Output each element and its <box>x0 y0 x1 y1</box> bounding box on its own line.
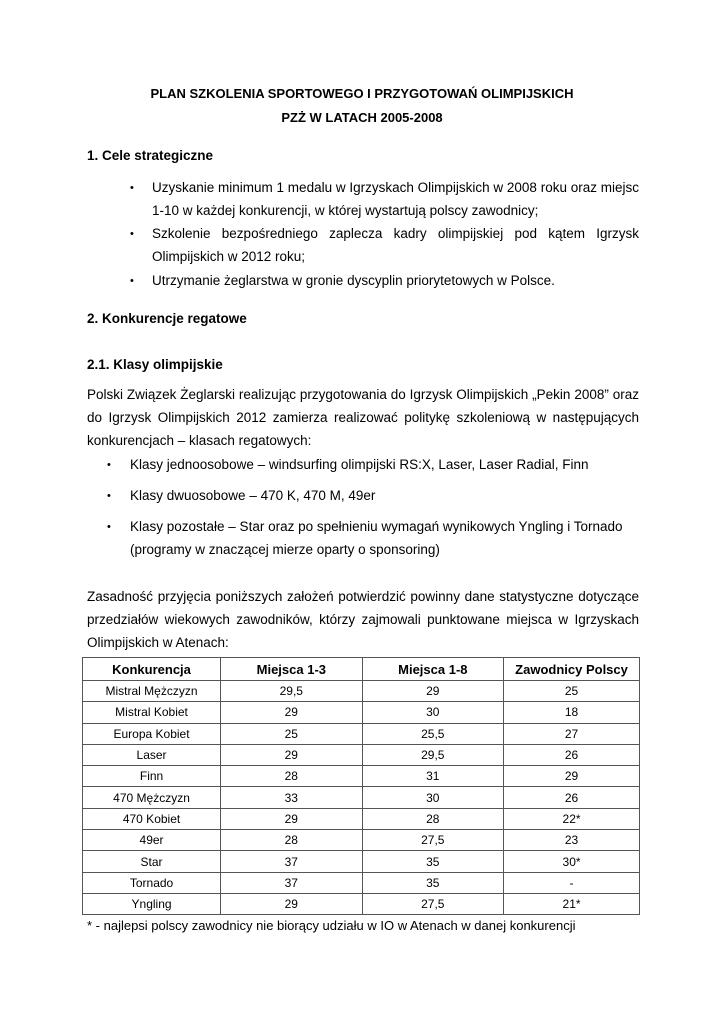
cell-miejsca-1-8: 31 <box>362 766 504 787</box>
bullet-icon: • <box>107 521 111 533</box>
cell-miejsca-1-3: 37 <box>221 851 363 872</box>
header-zawodnicy-polscy: Zawodnicy Polscy <box>504 658 640 681</box>
table-row <box>83 702 640 723</box>
cell-miejsca-1-3: 25 <box>221 723 363 744</box>
section-2-1-heading: 2.1. Klasy olimpijskie <box>87 357 223 372</box>
cell-miejsca-1-3: 29 <box>221 744 363 765</box>
stats-line-2: przedziałów wiekowych zawodników, którzy zajmowali punktowane miejsca w Igrzyskach <box>87 612 639 627</box>
stats-line-1: Zasadność przyjęcia poniższych założeń potwierdzić powinny dane statystyczne dotyczące <box>87 589 639 604</box>
table-row <box>83 872 640 893</box>
section-1-heading: 1. Cele strategiczne <box>87 148 214 163</box>
cell-konkurencja: Laser <box>83 744 221 765</box>
cell-konkurencja: Yngling <box>83 893 221 914</box>
age-statistics-table <box>82 657 640 915</box>
cell-konkurencja: Mistral Mężczyzn <box>83 681 221 702</box>
cell-miejsca-1-8: 35 <box>362 851 504 872</box>
cell-zawodnicy-polscy: 21* <box>504 893 640 914</box>
stats-line-3: Olimpijskich w Atenach: <box>87 635 229 650</box>
cell-zawodnicy-polscy: 26 <box>504 744 640 765</box>
bullet-icon: • <box>130 182 134 194</box>
cell-konkurencja: Europa Kobiet <box>83 723 221 744</box>
cell-konkurencja: Mistral Kobiet <box>83 702 221 723</box>
table-row <box>83 808 640 829</box>
class-double-line: Klasy dwuosobowe – 470 K, 470 M, 49er <box>130 488 376 503</box>
table-row <box>83 744 640 765</box>
table-row <box>83 723 640 744</box>
table-row <box>83 830 640 851</box>
cell-zawodnicy-polscy: 25 <box>504 681 640 702</box>
cell-miejsca-1-3: 37 <box>221 872 363 893</box>
section-2-heading: 2. Konkurencje regatowe <box>87 311 247 326</box>
intro-line-1: Polski Związek Żeglarski realizując przygotowania do Igrzysk Olimpijskich „Pekin 2008” oraz <box>87 387 639 402</box>
table-row <box>83 893 640 914</box>
cell-konkurencja: Finn <box>83 766 221 787</box>
goal-1-line-2: 1-10 w każdej konkurencji, w której wystartują polscy zawodnicy; <box>152 203 539 218</box>
bullet-icon: • <box>130 275 134 287</box>
cell-miejsca-1-3: 29 <box>221 702 363 723</box>
cell-miejsca-1-8: 27,5 <box>362 893 504 914</box>
cell-konkurencja: 470 Mężczyzn <box>83 787 221 808</box>
cell-miejsca-1-3: 28 <box>221 766 363 787</box>
table-footnote: * - najlepsi polscy zawodnicy nie biorący udziału w IO w Atenach w danej konkurencji <box>87 918 576 933</box>
cell-zawodnicy-polscy: 30* <box>504 851 640 872</box>
document-title-line-1: PLAN SZKOLENIA SPORTOWEGO I PRZYGOTOWAŃ OLIMPIJSKICH <box>150 86 574 101</box>
table-row <box>83 851 640 872</box>
cell-zawodnicy-polscy: - <box>504 872 640 893</box>
goal-2-line-2: Olimpijskich w 2012 roku; <box>152 249 306 264</box>
cell-miejsca-1-8: 25,5 <box>362 723 504 744</box>
cell-miejsca-1-3: 33 <box>221 787 363 808</box>
cell-miejsca-1-8: 29 <box>362 681 504 702</box>
cell-zawodnicy-polscy: 22* <box>504 808 640 829</box>
cell-zawodnicy-polscy: 27 <box>504 723 640 744</box>
goal-2-line-1: Szkolenie bezpośredniego zaplecza kadry olimpijskiej pod kątem Igrzysk <box>152 226 639 241</box>
cell-miejsca-1-8: 35 <box>362 872 504 893</box>
cell-miejsca-1-8: 30 <box>362 702 504 723</box>
cell-miejsca-1-3: 29 <box>221 893 363 914</box>
intro-line-2: do Igrzysk Olimpijskich 2012 zamierza realizować politykę szkoleniową w następujących <box>87 410 639 425</box>
bullet-icon: • <box>130 228 134 240</box>
cell-konkurencja: 49er <box>83 830 221 851</box>
intro-line-3: konkurencjach – klasach regatowych: <box>87 433 312 448</box>
cell-miejsca-1-8: 28 <box>362 808 504 829</box>
cell-zawodnicy-polscy: 23 <box>504 830 640 851</box>
cell-miejsca-1-3: 29,5 <box>221 681 363 702</box>
table-header-row <box>83 658 640 681</box>
cell-zawodnicy-polscy: 18 <box>504 702 640 723</box>
cell-miejsca-1-3: 29 <box>221 808 363 829</box>
bullet-icon: • <box>107 490 111 502</box>
cell-miejsca-1-8: 29,5 <box>362 744 504 765</box>
table-row <box>83 766 640 787</box>
table-row <box>83 681 640 702</box>
header-konkurencja: Konkurencja <box>83 658 221 681</box>
bullet-icon: • <box>107 459 111 471</box>
document-title-line-2: PZŻ W LATACH 2005-2008 <box>281 110 443 125</box>
cell-zawodnicy-polscy: 26 <box>504 787 640 808</box>
header-miejsca-1-8: Miejsca 1-8 <box>362 658 504 681</box>
cell-miejsca-1-3: 28 <box>221 830 363 851</box>
cell-miejsca-1-8: 27,5 <box>362 830 504 851</box>
class-other-line-2: (programy w znaczącej mierze oparty o sponsoring) <box>130 542 440 557</box>
goal-3-line-1: Utrzymanie żeglarstwa w gronie dyscyplin priorytetowych w Polsce. <box>152 273 555 288</box>
cell-konkurencja: Star <box>83 851 221 872</box>
goal-1-line-1: Uzyskanie minimum 1 medalu w Igrzyskach Olimpijskich w 2008 roku oraz miejsc <box>152 180 639 195</box>
cell-konkurencja: Tornado <box>83 872 221 893</box>
cell-konkurencja: 470 Kobiet <box>83 808 221 829</box>
table-row <box>83 787 640 808</box>
class-single-line: Klasy jednoosobowe – windsurfing olimpijski RS:X, Laser, Laser Radial, Finn <box>130 457 589 472</box>
class-other-line-1: Klasy pozostałe – Star oraz po spełnieniu wymagań wynikowych Yngling i Tornado <box>130 519 623 534</box>
cell-zawodnicy-polscy: 29 <box>504 766 640 787</box>
header-miejsca-1-3: Miejsca 1-3 <box>221 658 363 681</box>
cell-miejsca-1-8: 30 <box>362 787 504 808</box>
